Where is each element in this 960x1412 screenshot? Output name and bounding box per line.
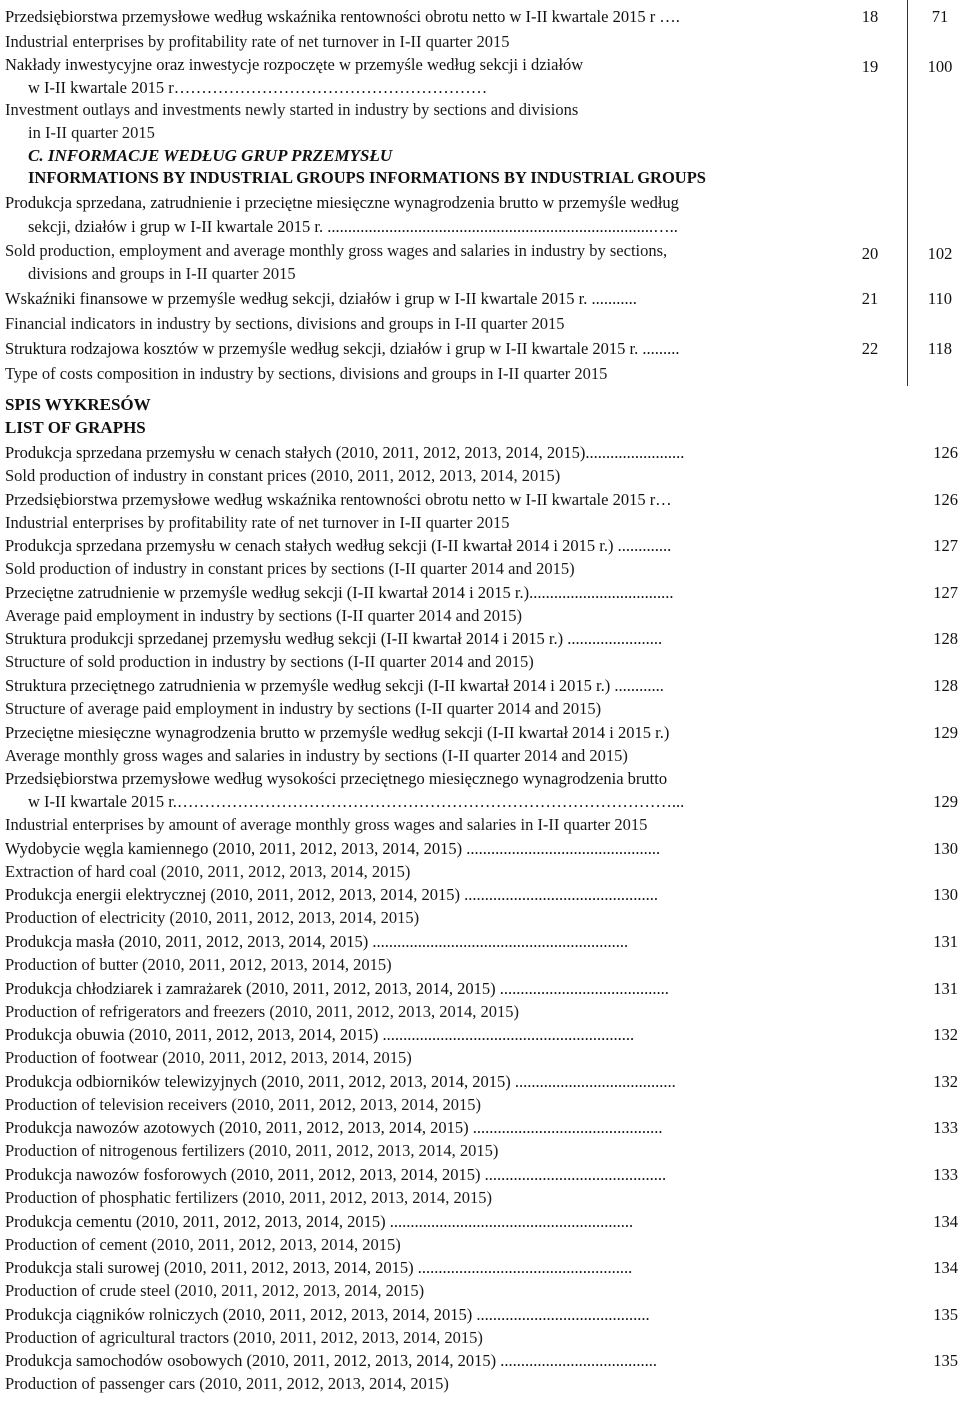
toc-entry-en: Industrial enterprises by profitability rate of net turnover in I-II quarter 2015 — [5, 32, 510, 51]
table-number: 20 — [861, 244, 879, 263]
graph-entry-pl[interactable]: Struktura produkcji sprzedanej przemysłu według sekcji (I-II kwartał 2014 i 2015 r.) ....................... — [5, 629, 663, 649]
toc-entry-pl-cont[interactable]: sekcji, działów i grup w I-II kwartale 2015 r. ...............................................................................….. — [28, 217, 678, 236]
graph-page-number: 132 — [933, 1025, 958, 1045]
graph-entry-en: Production of agricultural tractors (2010, 2011, 2012, 2013, 2014, 2015) — [5, 1327, 483, 1347]
graph-entry-en: Sold production of industry in constant prices by sections (I-II quarter 2014 and 2015) — [5, 559, 575, 579]
graph-entry-pl[interactable]: Przeciętne zatrudnienie w przemyśle według sekcji (I-II kwartał 2014 i 2015 r.)................................... — [5, 582, 674, 602]
graph-entry-pl[interactable]: Produkcja obuwia (2010, 2011, 2012, 2013, 2014, 2015) ............................................................. — [5, 1025, 635, 1045]
graph-page-number: 135 — [933, 1351, 958, 1371]
graph-entry-pl[interactable]: Przedsiębiorstwa przemysłowe według wysokości przeciętnego miesięcznego wynagrodzenia brutto — [5, 769, 668, 789]
toc-entry-en: Financial indicators in industry by sections, divisions and groups in I-II quarter 2015 — [5, 314, 565, 333]
graph-page-number: 130 — [933, 885, 958, 905]
table-number: 21 — [861, 289, 879, 308]
graph-entry-en: Average monthly gross wages and salaries in industry by sections (I-II quarter 2014 and 2015) — [5, 745, 628, 765]
graph-entry-en: Structure of average paid employment in industry by sections (I-II quarter 2014 and 2015) — [5, 699, 602, 718]
graph-entry-pl[interactable]: Produkcja stali surowej (2010, 2011, 2012, 2013, 2014, 2015) .................................................... — [5, 1258, 633, 1278]
graph-entry-pl[interactable]: Produkcja samochodów osobowych (2010, 2011, 2012, 2013, 2014, 2015) ...................................... — [5, 1351, 658, 1371]
graph-entry-pl[interactable]: Produkcja ciągników rolniczych (2010, 2011, 2012, 2013, 2014, 2015) .......................................... — [5, 1304, 650, 1324]
toc-entry-pl[interactable]: Nakłady inwestycyjne oraz inwestycje rozpoczęte w przemyśle według sekcji i działów — [5, 55, 584, 74]
graph-page-number: 134 — [933, 1258, 958, 1278]
graph-entry-pl[interactable]: Produkcja sprzedana przemysłu w cenach stałych według sekcji (I-II kwartał 2014 i 2015 r.) ............. — [5, 536, 672, 556]
graph-page-number: 133 — [933, 1118, 958, 1138]
graph-entry-pl[interactable]: Produkcja nawozów fosforowych (2010, 2011, 2012, 2013, 2014, 2015) ............................................ — [5, 1165, 667, 1184]
graph-page-number: 131 — [933, 978, 958, 998]
page-number: 100 — [927, 57, 953, 76]
list-title-pl: SPIS WYKRESÓW — [5, 395, 151, 414]
graph-entry-pl[interactable]: Produkcja odbiorników telewizyjnych (2010, 2011, 2012, 2013, 2014, 2015) ....................................... — [5, 1071, 676, 1091]
graph-entry-pl[interactable]: Struktura przeciętnego zatrudnienia w przemyśle według sekcji (I-II kwartał 2014 i 2015 r.) ............ — [5, 676, 664, 695]
graph-entry-en: Production of nitrogenous fertilizers (2010, 2011, 2012, 2013, 2014, 2015) — [5, 1141, 499, 1161]
graph-page-number: 129 — [933, 792, 958, 812]
section-heading-en: INFORMATIONS BY INDUSTRIAL GROUPS INFORMATIONS BY INDUSTRIAL GROUPS — [28, 168, 706, 187]
page-number: 102 — [927, 244, 953, 263]
graph-page-number: 128 — [933, 676, 958, 695]
graph-entry-en: Production of butter (2010, 2011, 2012, 2013, 2014, 2015) — [5, 955, 392, 974]
toc-entry-pl[interactable]: Przedsiębiorstwa przemysłowe według wskaźnika rentowności obrotu netto w I-II kwartale 2015 r …. — [5, 7, 680, 26]
graph-page-number: 129 — [933, 722, 958, 742]
toc-entry-pl[interactable]: Struktura rodzajowa kosztów w przemyśle według sekcji, działów i grup w I-II kwartale 2015 r. ......... — [5, 339, 680, 358]
section-heading-pl: C. INFORMACJE WEDŁUG GRUP PRZEMYSŁU — [28, 146, 393, 165]
graph-entry-pl[interactable]: Przeciętne miesięczne wynagrodzenia brutto w przemyśle według sekcji (I-II kwartał 2014 i 2015 r.) — [5, 722, 670, 742]
toc-entry-en-cont: divisions and groups in I-II quarter 2015 — [28, 264, 296, 283]
graph-page-number: 126 — [933, 489, 958, 509]
toc-entry-pl-cont[interactable]: w I-II kwartale 2015 r………………………………………………… — [28, 78, 488, 97]
toc-entry-en-cont: in I-II quarter 2015 — [28, 123, 155, 142]
page-number: 118 — [927, 339, 953, 358]
list-title-en: LIST OF GRAPHS — [5, 418, 146, 437]
toc-entry-pl[interactable]: Wskaźniki finansowe w przemyśle według sekcji, działów i grup w I-II kwartale 2015 r. ........... — [5, 289, 637, 308]
graph-entry-pl[interactable]: Produkcja nawozów azotowych (2010, 2011, 2012, 2013, 2014, 2015) .............................................. — [5, 1118, 663, 1138]
graph-entry-pl[interactable]: Produkcja energii elektrycznej (2010, 2011, 2012, 2013, 2014, 2015) ............................................... — [5, 885, 659, 905]
graph-entry-pl[interactable]: Wydobycie węgla kamiennego (2010, 2011, 2012, 2013, 2014, 2015) ............................................... — [5, 838, 661, 858]
graph-entry-pl-cont[interactable]: w I-II kwartale 2015 r.………………………………………………………………………………... — [28, 792, 685, 812]
graph-page-number: 131 — [933, 932, 958, 951]
graph-entry-en: Industrial enterprises by profitability rate of net turnover in I-II quarter 2015 — [5, 512, 510, 532]
graph-entry-en: Production of passenger cars (2010, 2011, 2012, 2013, 2014, 2015) — [5, 1374, 449, 1394]
graph-entry-pl[interactable]: Produkcja chłodziarek i zamrażarek (2010, 2011, 2012, 2013, 2014, 2015) ......................................... — [5, 978, 669, 998]
graph-entry-en: Production of footwear (2010, 2011, 2012, 2013, 2014, 2015) — [5, 1048, 412, 1068]
toc-entry-en: Sold production, employment and average monthly gross wages and salaries in industry by sections, — [5, 241, 668, 260]
graph-entry-en: Production of electricity (2010, 2011, 2012, 2013, 2014, 2015) — [5, 908, 420, 928]
graph-page-number: 130 — [933, 838, 958, 858]
graph-page-number: 132 — [933, 1071, 958, 1091]
graph-entry-en: Industrial enterprises by amount of average monthly gross wages and salaries in I-II quarter 2015 — [5, 815, 648, 835]
graph-page-number: 127 — [933, 582, 958, 602]
graph-page-number: 128 — [933, 629, 958, 649]
toc-entry-en: Investment outlays and investments newly started in industry by sections and divisions — [5, 100, 579, 119]
graph-entry-en: Production of crude steel (2010, 2011, 2012, 2013, 2014, 2015) — [5, 1281, 425, 1301]
page-number: 71 — [931, 7, 949, 26]
graph-entry-en: Production of phosphatic fertilizers (2010, 2011, 2012, 2013, 2014, 2015) — [5, 1188, 492, 1207]
graph-entry-pl[interactable]: Produkcja cementu (2010, 2011, 2012, 2013, 2014, 2015) ........................................................... — [5, 1211, 634, 1231]
page-number: 110 — [927, 289, 953, 308]
graph-entry-pl[interactable]: Produkcja sprzedana przemysłu w cenach stałych (2010, 2011, 2012, 2013, 2014, 2015)........................ — [5, 443, 685, 462]
graph-entry-en: Production of refrigerators and freezers (2010, 2011, 2012, 2013, 2014, 2015) — [5, 1001, 519, 1021]
graph-entry-en: Extraction of hard coal (2010, 2011, 2012, 2013, 2014, 2015) — [5, 861, 411, 881]
graph-entry-en: Structure of sold production in industry by sections (I-II quarter 2014 and 2015) — [5, 652, 534, 672]
graph-page-number: 127 — [933, 536, 958, 556]
graph-entry-en: Production of cement (2010, 2011, 2012, 2013, 2014, 2015) — [5, 1234, 401, 1254]
toc-entry-en: Type of costs composition in industry by sections, divisions and groups in I-II quarter 2015 — [5, 364, 608, 383]
toc-entry-pl[interactable]: Produkcja sprzedana, zatrudnienie i przeciętne miesięczne wynagrodzenia brutto w przemyśle według — [5, 193, 679, 212]
graph-page-number: 133 — [933, 1165, 958, 1184]
graph-page-number: 135 — [933, 1304, 958, 1324]
table-number: 18 — [861, 7, 879, 26]
graph-entry-pl[interactable]: Produkcja masła (2010, 2011, 2012, 2013, 2014, 2015) .............................................................. — [5, 932, 629, 951]
column-divider — [907, 0, 908, 386]
graph-entry-en: Production of television receivers (2010, 2011, 2012, 2013, 2014, 2015) — [5, 1094, 481, 1114]
graph-entry-en: Average paid employment in industry by sections (I-II quarter 2014 and 2015) — [5, 605, 523, 625]
table-number: 22 — [861, 339, 879, 358]
graph-page-number: 134 — [933, 1211, 958, 1231]
graph-page-number: 126 — [933, 443, 958, 462]
graph-entry-pl[interactable]: Przedsiębiorstwa przemysłowe według wskaźnika rentowności obrotu netto w I-II kwartale 2015 r… — [5, 489, 672, 509]
graph-entry-en: Sold production of industry in constant prices (2010, 2011, 2012, 2013, 2014, 2015) — [5, 466, 561, 485]
table-number: 19 — [861, 57, 879, 76]
